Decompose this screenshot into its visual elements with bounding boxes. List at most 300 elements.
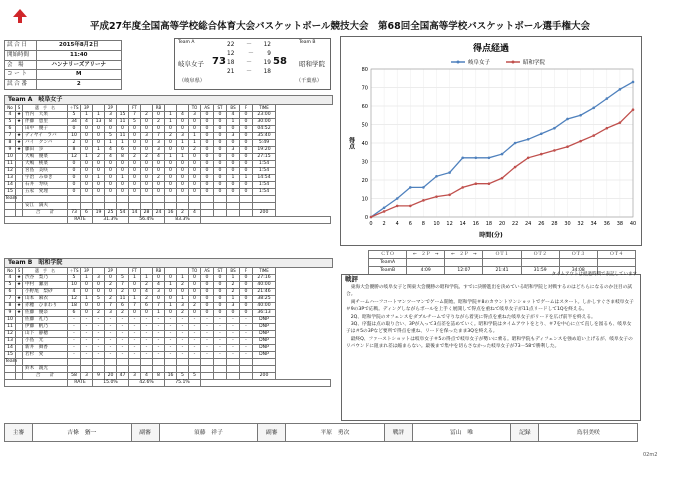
x-tick-label: 16 [472,221,479,227]
stat-cell: 0 [227,126,240,133]
stat-cell: 11 [5,161,16,168]
stat-cell [165,196,177,203]
stat-cell: 8 [105,119,117,126]
stat-cell [68,359,81,366]
stat-cell: 3 [227,147,240,154]
stat-cell: 7 [153,303,165,310]
data-point-1 [488,157,491,160]
total-cell: 合 計 [23,210,68,217]
stat-cell: 10 [68,133,81,140]
stat-cell: - [165,352,177,359]
column-header: No [5,105,16,112]
stat-cell: 1 [117,175,129,182]
stat-cell: - [177,345,189,352]
stat-cell [165,203,177,210]
stat-cell [153,366,165,373]
stat-cell: 0 [153,126,165,133]
stat-cell: 0 [129,126,141,133]
column-header: S [16,105,23,112]
column-header [117,268,129,275]
timeout-cell [597,259,635,267]
rate-cell: 31.3% [93,217,129,224]
stat-cell: ★ [16,303,22,308]
y-tick-label: 0 [364,215,368,221]
stat-cell: 04:52 [253,126,276,133]
column-header: 3P [81,105,93,112]
stat-cell: 2 [105,282,117,289]
stat-cell: 0 [177,189,189,196]
stat-cell: 1 [129,275,141,282]
stat-cell: 1 [165,154,177,161]
stat-cell: - [227,324,240,331]
rate-blank [5,217,68,224]
stat-cell [16,126,23,133]
stat-cell: 5 [5,119,16,126]
stat-cell: - [240,352,253,359]
player-row [5,324,331,331]
stat-cell: 0 [141,147,153,154]
stat-cell: 1 [129,296,141,303]
stat-cell [68,203,81,210]
stat-cell [201,359,214,366]
stat-cell: 7 [105,303,117,310]
stat-cell: - [177,317,189,324]
stat-cell: 5:49 [253,140,276,147]
info-value: 2015年8月2日 [36,41,121,51]
stat-cell: 0 [177,182,189,189]
stat-cell: 1:54 [253,161,276,168]
quarter-score-value: － [247,51,254,57]
stat-cell: 0 [68,161,81,168]
official-role: 記録 [511,424,539,442]
stat-cell: 0 [214,175,227,182]
column-header: 2P [105,268,117,275]
stat-cell: 0 [93,133,105,140]
column-header: ＋TS [68,268,81,275]
stat-cell: DNP [253,345,276,352]
official-name: 冨山 唯 [412,424,511,442]
stat-cell [105,359,117,366]
stat-cell: 2 [189,147,201,154]
data-point-1 [461,157,464,160]
data-point-1 [553,127,556,130]
info-value: 11:40 [36,50,121,60]
stat-cell: 15 [5,352,16,359]
stat-cell: 0 [201,126,214,133]
stat-cell [189,203,201,210]
stat-cell: 2 [141,112,153,119]
timeout-cell [521,259,559,267]
stat-cell: 6 [117,303,129,310]
stat-cell: 0 [201,289,214,296]
stat-cell: - [141,324,153,331]
player-name: 渋谷 梨乃 [23,275,68,282]
stat-cell: 0 [189,154,201,161]
stat-cell [81,366,93,373]
stat-cell: 3 [153,147,165,154]
stat-cell: - [105,331,117,338]
stat-cell: 0 [177,168,189,175]
stat-cell: 1 [81,112,93,119]
quarter-score-row [227,50,271,59]
stat-cell: 2 [93,154,105,161]
total-cell: 58 [68,373,81,380]
stat-cell [177,366,189,373]
stat-cell: 2 [117,310,129,317]
stat-cell: 0 [117,161,129,168]
x-tick-label: 22 [511,221,519,227]
stat-cell [189,196,201,203]
stat-cell: 0 [81,189,93,196]
stat-cell [93,196,105,203]
stat-cell: 2 [177,310,189,317]
data-point-2 [383,210,386,213]
timeout-header: ← ２Ｐ → [445,251,483,259]
stat-cell: 0 [177,119,189,126]
stat-cell: 0 [189,282,201,289]
stat-cell: - [141,345,153,352]
stat-cell: - [68,352,81,359]
legend-marker [512,61,515,64]
stat-cell: 1 [93,175,105,182]
stat-cell: 0 [201,282,214,289]
stat-cell: 0 [117,126,129,133]
stat-cell: 0 [240,289,253,296]
stat-cell: - [129,352,141,359]
score-box [174,38,331,90]
stat-cell: 0 [68,175,81,182]
stat-cell: 0 [177,161,189,168]
player-name: 田中 優子 [23,126,68,133]
total-row [5,373,331,380]
stat-cell: - [214,324,227,331]
stat-cell: 8 [5,303,16,310]
info-label: 試 合 番 [5,80,37,90]
stat-cell: 2 [105,296,117,303]
comment-box [341,274,641,421]
stat-cell: 7 [5,296,16,303]
stat-cell: 0 [129,282,141,289]
column-header: FT [129,105,141,112]
stat-cell: - [105,345,117,352]
stat-cell: 0 [105,289,117,296]
player-name: 藤田 歩 [23,147,68,154]
stat-cell: - [240,331,253,338]
stat-cell: - [93,324,105,331]
stat-cell: 4 [5,275,16,282]
stat-cell [240,359,253,366]
column-header: TO [189,268,201,275]
official-name: 平原 勇次 [286,424,385,442]
stat-cell: 0 [129,189,141,196]
player-name: 宮島 美咲 [23,168,68,175]
stat-cell: 1:54 [253,182,276,189]
team-a-total-score: 73 [212,56,226,67]
player-name: 小島 光 [23,338,68,345]
timeout-header: ＣＴＯ [369,251,407,259]
stat-cell: 2 [227,282,240,289]
stat-cell: 40:00 [253,303,276,310]
stat-cell: 0 [117,189,129,196]
stat-cell [165,366,177,373]
stat-cell: 0 [177,147,189,154]
stat-cell: - [240,324,253,331]
data-point-2 [448,194,451,197]
stat-cell: - [165,324,177,331]
stat-cell: 7 [5,133,16,140]
data-point-1 [448,171,451,174]
total-cell [5,373,16,380]
stat-cell: 0 [105,189,117,196]
y-tick-label: 60 [361,104,368,110]
stat-cell [189,366,201,373]
stat-cell: 0 [165,175,177,182]
stat-cell: ★ [16,310,22,315]
stat-cell: 0 [227,154,240,161]
x-tick-label: 32 [577,221,584,227]
stat-cell: 0 [93,126,105,133]
column-header [93,268,105,275]
stat-cell [227,366,240,373]
x-tick-label: 14 [459,221,466,227]
stat-cell: DNP [253,324,276,331]
stat-cell: - [165,338,177,345]
stat-cell: - [93,338,105,345]
stat-cell: DNP [253,317,276,324]
stat-cell: 14:54 [253,175,276,182]
rate-row [5,380,331,387]
stat-cell [68,196,81,203]
stat-cell: 0 [227,161,240,168]
stat-cell: Team [5,196,18,201]
total-cell: 16 [165,373,177,380]
stat-cell: - [189,338,201,345]
rate-cell: RATE [68,380,93,387]
stat-cell [201,196,214,203]
team-a-stats-table [4,104,331,224]
data-point-1 [396,197,399,200]
stat-cell [105,196,117,203]
quarter-score-row [227,59,271,68]
stat-cell: 8 [117,154,129,161]
stat-cell: - [129,324,141,331]
stat-cell: - [68,324,81,331]
stat-cell: 1 [227,175,240,182]
column-header [177,268,189,275]
player-name [23,359,68,366]
stat-cell: 7 [129,303,141,310]
stat-cell: 1 [189,140,201,147]
rate-cell: RATE [68,217,93,224]
stat-cell [117,203,129,210]
stat-cell [117,359,129,366]
stat-cell: 27:16 [253,275,276,282]
stat-cell: 1 [165,119,177,126]
stat-cell: 0 [201,275,214,282]
stat-cell: 0 [189,275,201,282]
stat-cell: DNP [253,331,276,338]
stat-cell: 10 [5,154,16,161]
stat-cell [16,352,23,359]
stat-cell: - [227,345,240,352]
stat-cell: - [214,331,227,338]
stat-cell [141,196,153,203]
stat-cell: - [81,345,93,352]
stat-cell [177,196,189,203]
column-header: ＋TS [68,105,81,112]
column-header: ST [214,105,227,112]
total-cell: 4 [141,373,153,380]
stat-cell: 0 [68,189,81,196]
team-a-name: 岐阜女子 [178,60,204,68]
player-row [5,189,331,196]
stat-cell: - [227,338,240,345]
quarter-score-row [227,68,271,77]
stat-cell: 0 [214,289,227,296]
x-tick-label: 28 [551,221,558,227]
y-tick-label: 50 [361,122,368,129]
stat-cell: 0 [177,289,189,296]
total-cell: 19 [93,210,105,217]
stat-cell: 0 [240,112,253,119]
stat-cell: 0 [129,310,141,317]
stat-cell: - [153,338,165,345]
player-name: 山本 麻衣 [23,296,68,303]
stat-cell [253,366,276,373]
column-header [93,105,105,112]
stat-cell [16,324,23,331]
stat-cell: 0 [81,140,93,147]
timeout-cell: 31:59 [521,267,559,275]
stat-cell: - [117,324,129,331]
stat-cell [16,366,23,373]
stat-cell: 0 [240,147,253,154]
team-b-stats-table [4,267,331,387]
stat-cell: 0 [141,189,153,196]
stat-cell: 0 [129,168,141,175]
quarter-scores [227,41,271,77]
official-name: 鳥羽美咲 [539,424,638,442]
player-name: 中村 瀬羽 [23,282,68,289]
player-name: ディヤイ ラバ [23,133,68,140]
stat-cell: - [81,338,93,345]
column-header: 選 手 名 [23,268,68,275]
stat-cell: 5 [117,275,129,282]
stat-cell: - [105,317,117,324]
stat-cell: - [117,317,129,324]
stat-cell: 0 [201,303,214,310]
stat-cell: 12 [68,154,81,161]
stat-cell [81,203,93,210]
stat-cell: 0 [165,310,177,317]
stat-cell: 5 [129,119,141,126]
rate-cell: 15.0% [93,380,129,387]
team-b-label: Team B [299,40,316,45]
column-header: 3P [81,268,93,275]
stat-cell: 1 [117,140,129,147]
stat-cell: 0 [214,310,227,317]
data-point-2 [422,199,425,202]
stat-cell: 8 [68,147,81,154]
stat-cell: 2 [165,133,177,140]
stat-cell: 0 [165,126,177,133]
stat-cell [240,196,253,203]
stat-cell: 2 [227,289,240,296]
stat-cell: 0 [81,289,93,296]
stat-cell: 0 [141,119,153,126]
stat-cell: 35:40 [253,133,276,140]
stat-cell: - [129,331,141,338]
info-label: コ ー ト [5,70,37,80]
x-tick-label: 18 [485,221,493,227]
stat-cell: 3 [93,275,105,282]
stat-cell: 0 [105,126,117,133]
stat-cell: 14 [5,345,16,352]
total-cell [201,210,214,217]
stat-cell: ★ [16,296,22,301]
total-cell [16,210,23,217]
stat-cell: 0 [201,189,214,196]
stat-cell: 6 [141,303,153,310]
player-row [5,359,331,366]
data-point-2 [370,216,373,219]
stat-cell: 0 [227,168,240,175]
data-point-1 [435,175,438,178]
stat-cell: 5 [5,282,16,289]
stat-cell: ★ [16,119,22,124]
stat-cell: 0 [189,296,201,303]
stat-cell: 0 [189,161,201,168]
stat-cell: - [214,352,227,359]
player-row [5,147,331,154]
quarter-score-value: 19 [263,60,271,66]
x-tick-label: 2 [382,221,386,227]
stat-cell: 3 [189,112,201,119]
stat-cell: 1 [177,140,189,147]
stat-cell: - [105,324,117,331]
stat-cell [16,175,23,182]
stat-cell [81,196,93,203]
official-name: 吉條 猶一 [33,424,132,442]
stat-cell: - [177,352,189,359]
rate-cell: 56.4% [129,217,165,224]
stat-cell: 0 [165,140,177,147]
stat-cell [81,359,93,366]
stat-cell [227,359,240,366]
stat-cell: 1 [227,296,240,303]
stat-cell: 0 [153,275,165,282]
player-name: 新井 舞香 [23,345,68,352]
stat-cell [240,203,253,210]
data-point-2 [553,149,556,152]
stat-cell: - [227,331,240,338]
stat-cell: 0 [153,112,165,119]
game-info-table [4,40,122,90]
player-row [5,310,331,317]
stat-cell: 0 [214,182,227,189]
stat-cell: 0 [240,182,253,189]
stat-cell [129,196,141,203]
stat-cell: - [141,331,153,338]
stat-cell: 1 [177,296,189,303]
stat-cell: - [68,317,81,324]
legend-marker [457,61,460,64]
stat-cell [16,189,23,196]
stat-cell: - [201,331,214,338]
data-point-2 [435,195,438,198]
quarter-score-value: 12 [227,51,235,57]
stat-cell: - [153,324,165,331]
